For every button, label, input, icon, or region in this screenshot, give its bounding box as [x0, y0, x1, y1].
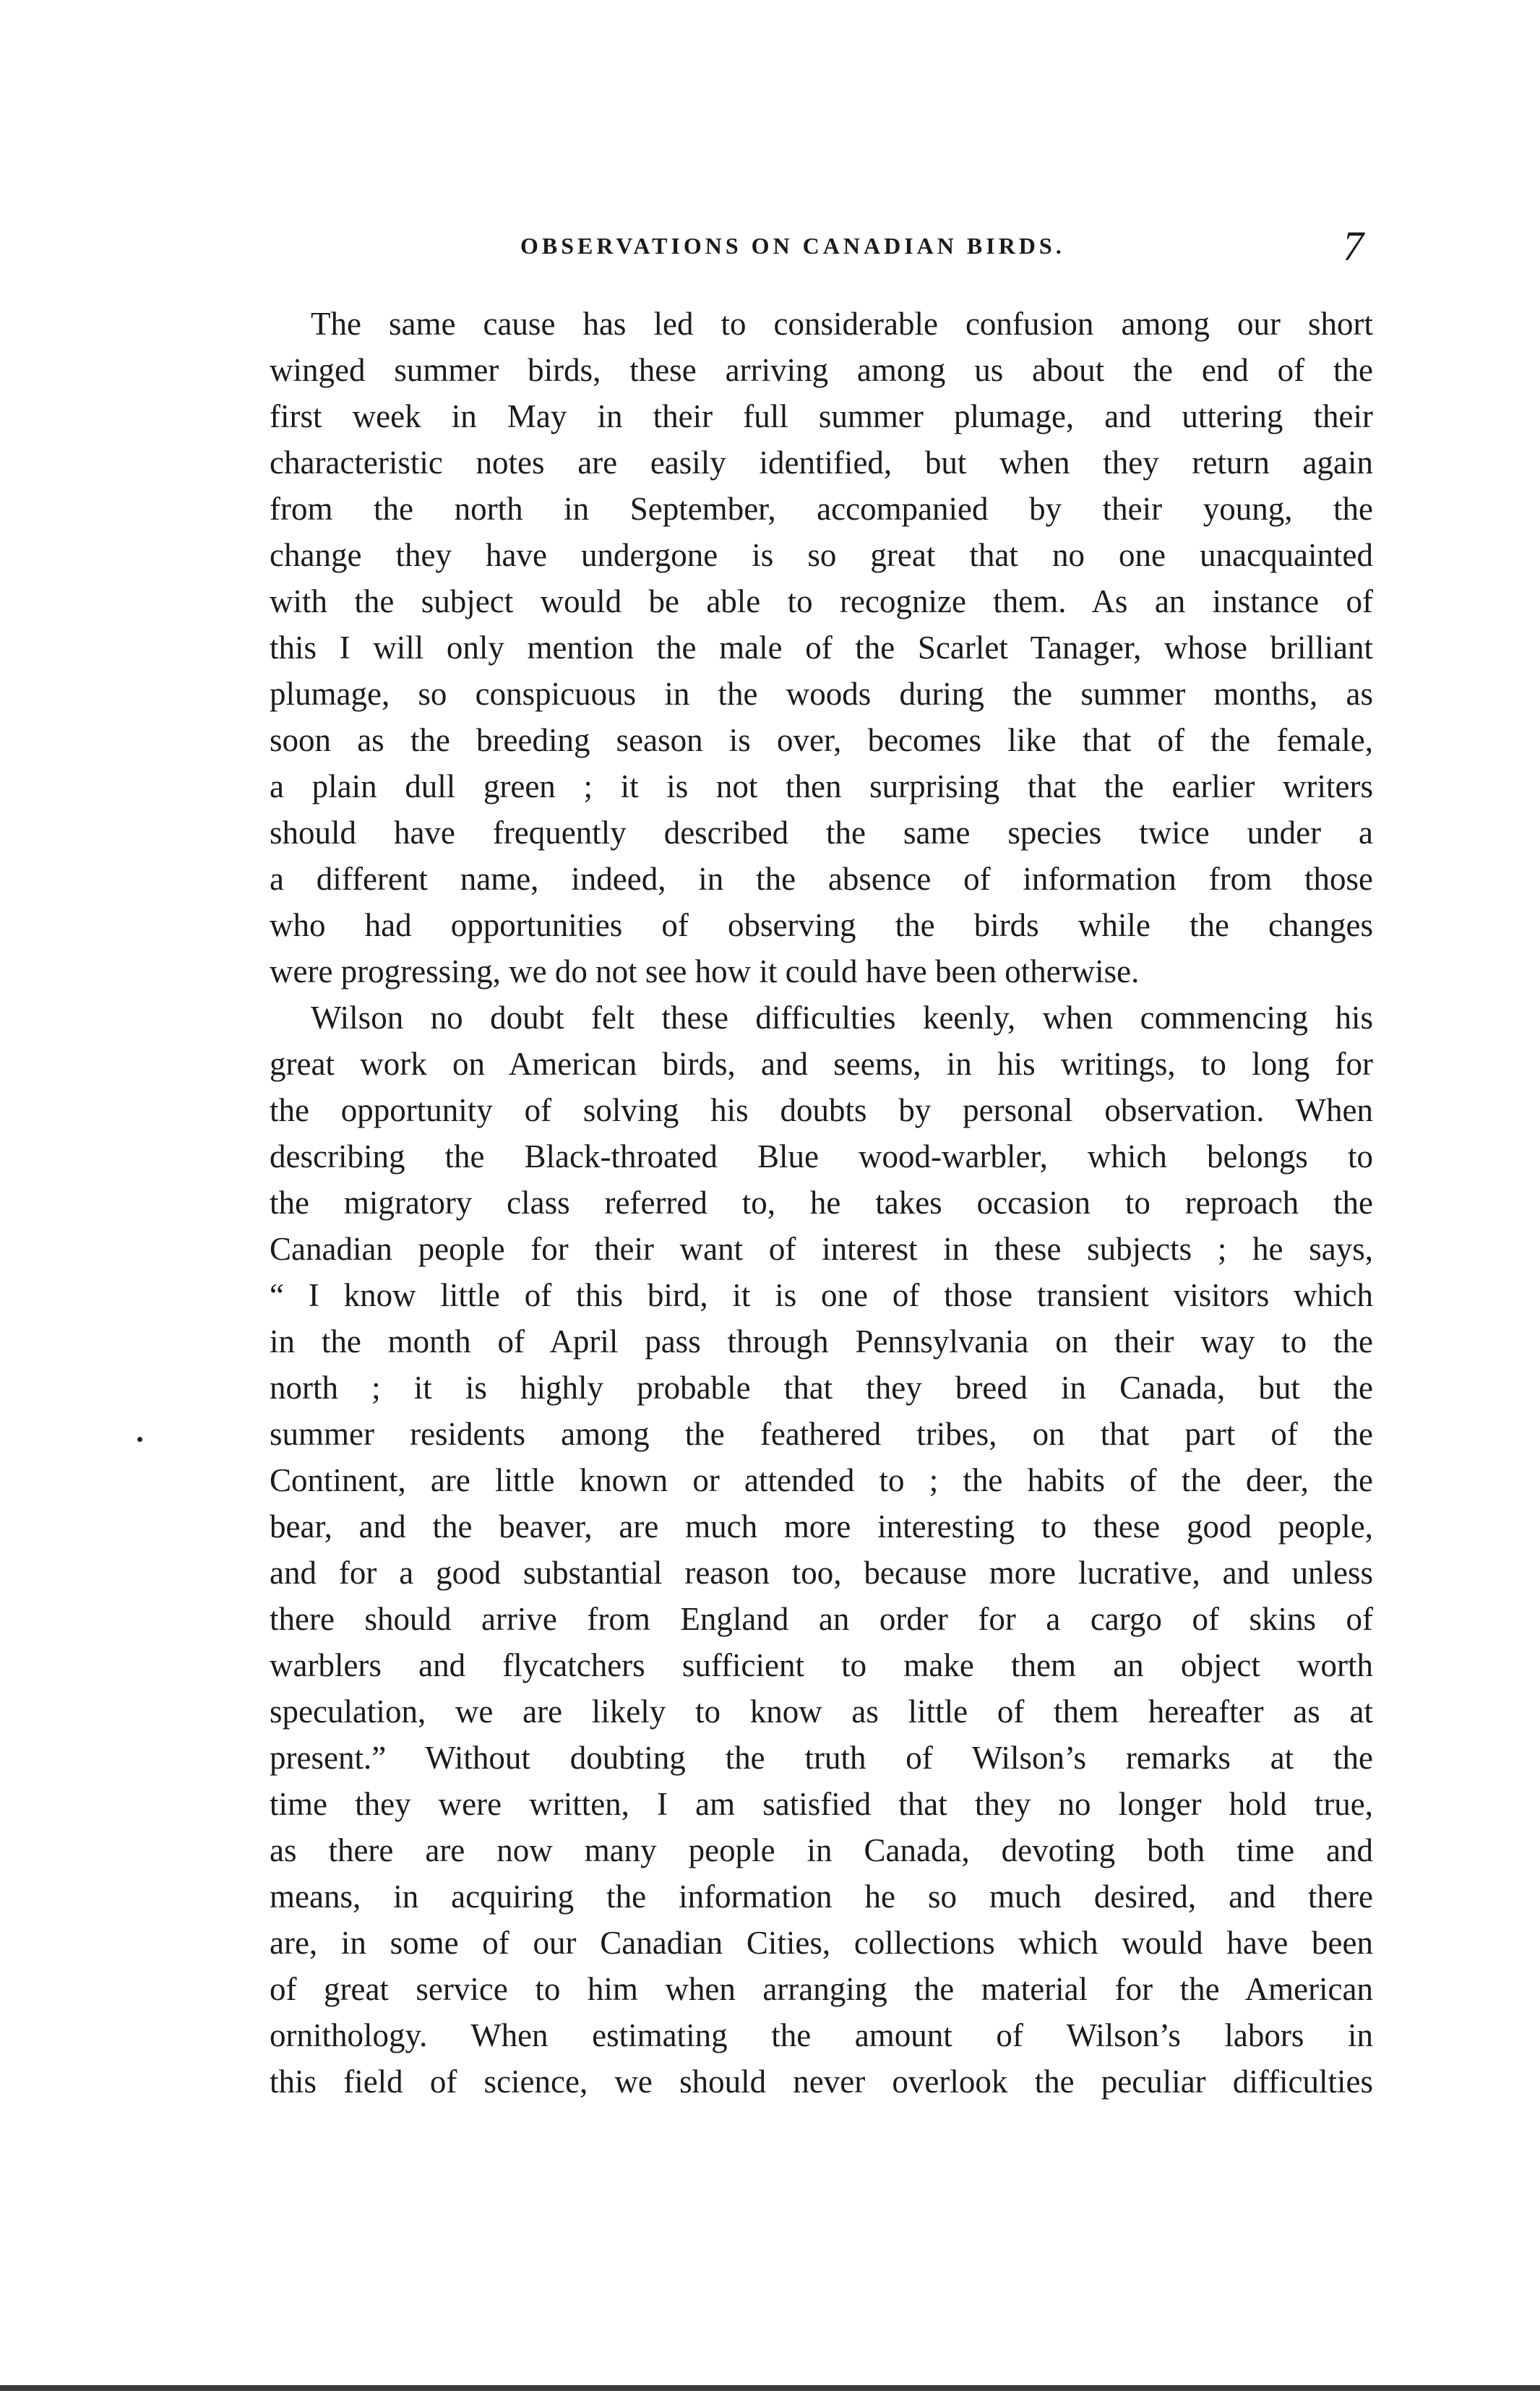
text-line: this I will only mention the male of the Scarlet Tanager, whose brilliant [270, 630, 1373, 666]
text-line: ornithology. When estimating the amount of Wilson’s labors in [270, 2017, 1373, 2053]
running-header [0, 223, 1540, 270]
text-line: as there are now many people in Canada, devoting both time and [270, 1832, 1373, 1868]
text-line: should have frequently described the same species twice under a [270, 815, 1373, 851]
text-line: speculation, we are likely to know as little of them hereafter as at [270, 1693, 1373, 1730]
text-line: Canadian people for their want of interest in these subjects ; he says, [270, 1231, 1373, 1267]
text-line: soon as the breeding season is over, becomes like that of the female, [270, 722, 1373, 758]
body-text [270, 301, 1373, 2105]
text-line: “ I know little of this bird, it is one of those transient visitors which [270, 1277, 1373, 1313]
running-title: OBSERVATIONS ON CANADIAN BIRDS. [520, 233, 1065, 259]
page-number: 7 [1343, 223, 1364, 270]
text-line: bear, and the beaver, are much more interesting to these good people, [270, 1508, 1373, 1545]
text-line: a plain dull green ; it is not then surprising that the earlier writers [270, 768, 1373, 804]
text-line: are, in some of our Canadian Cities, collections which would have been [270, 1925, 1373, 1961]
text-line: with the subject would be able to recognize them. As an instance of [270, 583, 1373, 619]
text-line: means, in acquiring the information he so much desired, and there [270, 1878, 1373, 1915]
text-line: characteristic notes are easily identified, but when they return again [270, 445, 1373, 481]
text-line: of great service to him when arranging the material for the American [270, 1971, 1373, 2007]
text-line: The same cause has led to considerable confusion among our short [311, 306, 1373, 342]
text-line: Continent, are little known or attended to ; the habits of the deer, the [270, 1462, 1373, 1498]
text-line: time they were written, I am satisfied that they no longer hold true, [270, 1786, 1373, 1822]
text-line: describing the Black-throated Blue wood-warbler, which belongs to [270, 1138, 1373, 1175]
text-line: winged summer birds, these arriving among us about the end of the [270, 352, 1373, 388]
text-line: great work on American birds, and seems, in his writings, to long for [270, 1046, 1373, 1082]
margin-speck [137, 1437, 142, 1442]
text-line: summer residents among the feathered tribes, on that part of the [270, 1416, 1373, 1452]
text-line: a different name, indeed, in the absence of information from those [270, 861, 1373, 897]
text-line: the opportunity of solving his doubts by personal observation. When [270, 1092, 1373, 1128]
text-line: from the north in September, accompanied by their young, the [270, 491, 1373, 527]
scan-edge-rule [0, 2385, 1540, 2391]
text-line: warblers and flycatchers sufficient to make them an object worth [270, 1647, 1373, 1683]
text-line: this field of science, we should never overlook the peculiar difficulties [270, 2064, 1373, 2100]
text-line: who had opportunities of observing the birds while the changes [270, 907, 1373, 943]
text-line: in the month of April pass through Pennsylvania on their way to the [270, 1323, 1373, 1360]
text-line: present.” Without doubting the truth of Wilson’s remarks at the [270, 1740, 1373, 1776]
text-line: there should arrive from England an order for a cargo of skins of [270, 1601, 1373, 1637]
text-line: first week in May in their full summer plumage, and uttering their [270, 398, 1373, 434]
text-line: Wilson no doubt felt these difficulties keenly, when commencing his [311, 1000, 1373, 1036]
text-line: north ; it is highly probable that they breed in Canada, but the [270, 1370, 1373, 1406]
text-line: plumage, so conspicuous in the woods during the summer months, as [270, 676, 1373, 712]
text-line: and for a good substantial reason too, because more lucrative, and unless [270, 1555, 1373, 1591]
text-line: were progressing, we do not see how it could have been otherwise. [270, 953, 1140, 989]
text-line: change they have undergone is so great that no one unacquainted [270, 537, 1373, 573]
text-line: the migratory class referred to, he takes occasion to reproach the [270, 1185, 1373, 1221]
